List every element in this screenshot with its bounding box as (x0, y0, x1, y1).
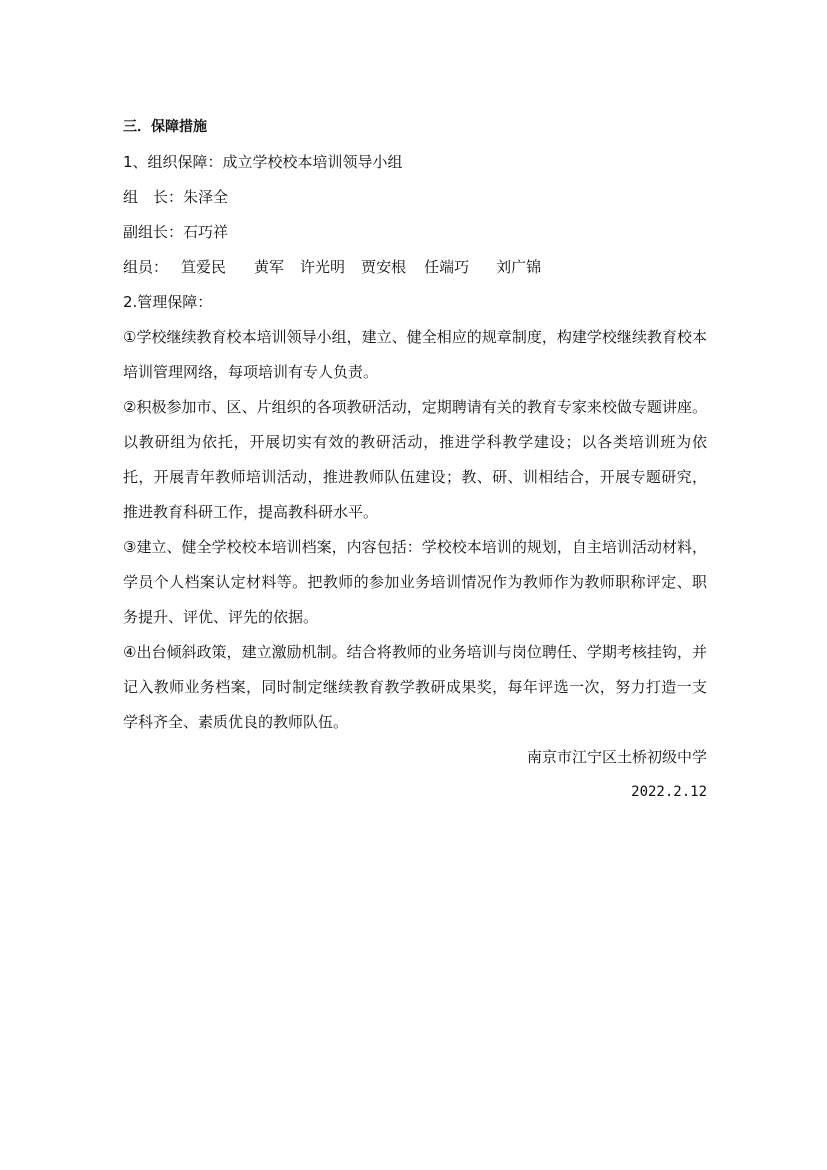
signature-org: 南京市江宁区土桥初级中学 (526, 748, 707, 766)
org-heading: 1、组织保障：成立学校校本培训领导小组 (123, 153, 403, 171)
members-label: 组员： (123, 258, 169, 276)
leader-line (123, 180, 707, 215)
member-name: 刘广锦 (496, 258, 542, 276)
management-item-3: ③建立、健全学校校本培训档案，内容包括：学校校本培训的规划，自主培训活动材料，学员个人档案认定材料等。把教师的参加业务培训情况作为教师作为教师职称评定、职务提升、评优、评先的依据。 (123, 538, 707, 626)
member-name: 贾安根 (361, 258, 407, 276)
member-name: 黄军 (254, 258, 285, 276)
deputy-line (123, 215, 707, 250)
management-item-1: ①学校继续教育校本培训领导小组，建立、健全相应的规章制度，构建学校继续教育校本培训管理网络，每项培训有专人负责。 (123, 328, 707, 381)
deputy-label: 副组长： (123, 223, 184, 241)
leader-label: 组 长： (123, 188, 184, 206)
section-title: 三．保障措施 (123, 119, 207, 135)
signature-date: 2022.2.12 (631, 784, 707, 800)
deputy-name: 石巧祥 (183, 223, 229, 241)
management-heading: 2.管理保障： (123, 293, 213, 311)
management-item-4: ④出台倾斜政策，建立激励机制。结合将教师的业务培训与岗位聘任、学期考核挂钩，并记入教师业务档案，同时制定继续教育教学教研成果奖，每年评选一次，努力打造一支学科齐全、素质优良的教师队伍。 (123, 643, 707, 731)
member-name: 笪爱民 (181, 258, 227, 276)
member-name: 任端巧 (424, 258, 470, 276)
management-item-2: ②积极参加市、区、片组织的各项教研活动，定期聘请有关的教育专家来校做专题讲座。以教研组为依托，开展切实有效的教研活动，推进学科教学建设；以各类培训班为依托，开展青年教师培训活动，推进教师队伍建设；教、研、训相结合，开展专题研究，推进教育科研工作，提高教科研水平。 (123, 398, 707, 521)
leader-name: 朱泽全 (183, 188, 229, 206)
member-name: 许光明 (300, 258, 346, 276)
members-line (123, 250, 707, 285)
